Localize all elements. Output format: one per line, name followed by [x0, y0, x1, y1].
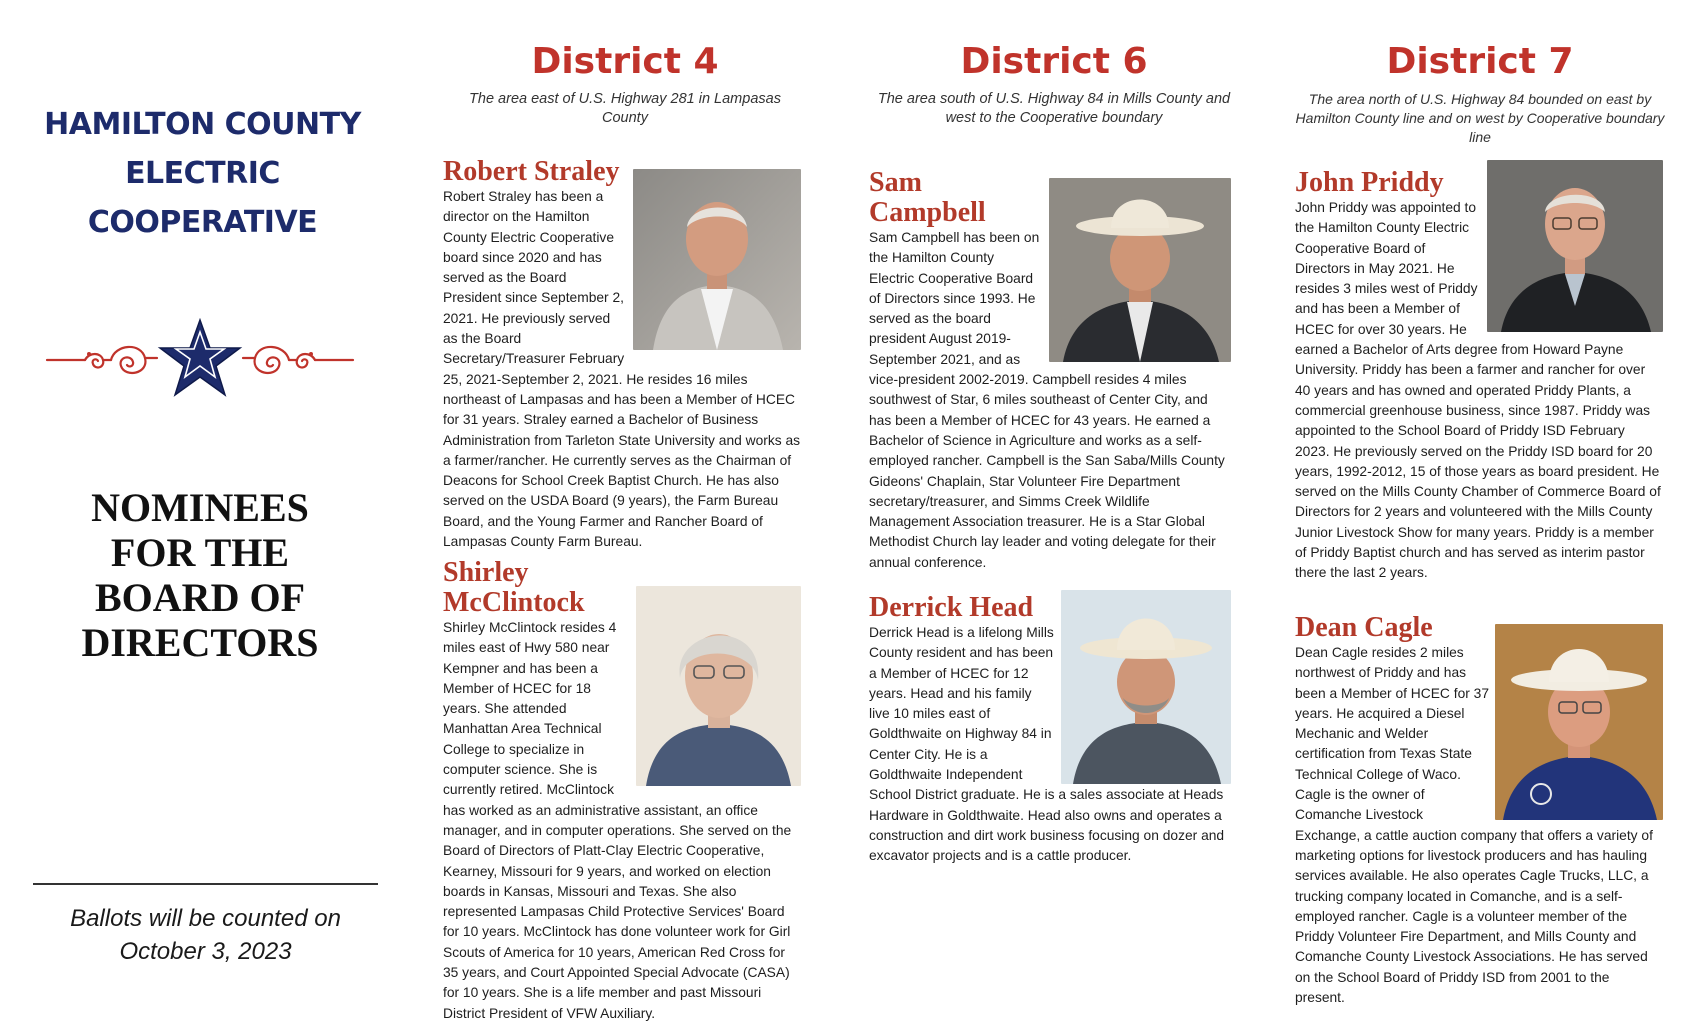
nominee-name: Dean Cagle — [1295, 612, 1433, 643]
nominee-name: John Priddy — [1295, 167, 1444, 198]
nominees-heading-line2: FOR THE — [110, 530, 290, 575]
john-priddy-photo — [1487, 160, 1663, 332]
nominee-name: Shirley McClintock — [443, 557, 585, 618]
ballot-note-line1: Ballots will be counted on — [70, 905, 341, 932]
nominees-heading-line1: NOMINEES — [91, 485, 309, 530]
nominees-heading-line3: BOARD OF — [95, 575, 305, 620]
district-4-title: District 4 — [531, 41, 719, 82]
cover-panel — [0, 0, 400, 1026]
nominee-shirley-mcclintock — [443, 558, 801, 1024]
district-7-header — [1295, 40, 1665, 147]
nominee-robert-straley — [443, 157, 801, 552]
nominee-name: Derrick Head — [869, 592, 1034, 623]
nominee-dean-cagle — [1295, 613, 1663, 1008]
divider-line — [33, 883, 378, 885]
district-6-description: The area south of U.S. Highway 84 in Mills County and west to the Cooperative boundary — [877, 91, 1231, 126]
robert-straley-photo — [633, 169, 801, 350]
nominee-name: Robert Straley — [443, 156, 620, 187]
derrick-head-photo — [1061, 590, 1231, 784]
district-7-description: The area north of U.S. Highway 84 bounded on east by Hamilton County line and on west by Cooperative boundary line — [1295, 91, 1665, 145]
sam-campbell-photo — [1049, 178, 1231, 362]
star-scroll-ornament-icon — [45, 318, 355, 398]
district-6-header — [868, 40, 1240, 128]
cooperative-name-line1: HAMILTON COUNTY — [44, 107, 361, 142]
nominee-bio: John Priddy was appointed to the Hamilton County Electric Cooperative Board of Directors in May 2021. He resides 3 miles west of Priddy and has been a Member of HCEC for over 30 years. He earned a Bachelor of Arts degree from Howard Payne University. Priddy has been a farmer and rancher for over 40 years and has owned and operated Priddy Plants, a commercial greenhouse business, since 1987. Priddy was appointed to the School Board of Priddy ISD February 2023. He previously served on the Priddy ISD board for 20 years, 1992-2012, 15 of those years as board president. He served on the Mills County Chamber of Commerce Board of Directors for 2 years and volunteered with the Mills County Junior Livestock Show for many years. Priddy is a member of Priddy Baptist church and has served as interim pastor there the last 2 years. — [1295, 200, 1661, 581]
nominees-heading-line4: DIRECTORS — [81, 620, 319, 665]
district-6-title: District 6 — [960, 41, 1148, 82]
cooperative-name — [20, 100, 385, 247]
nominee-bio: Sam Campbell has been on the Hamilton County Electric Cooperative Board of Directors since 1993. He served as the board president August 2019-September 2021, and as vice-president 2002-2019. Campbell resides 4 miles southwest of Star, 6 miles southeast of Center City, and has been a Member of HCEC for 43 years. He earned a Bachelor of Science in Agriculture and works as a self-employed rancher. Campbell is the San Saba/Mills County Gideons' Chaplain, Star Volunteer Fire Department secretary/treasurer, and Simms Creek Wildlife Management Association treasurer. He is a Star Global Methodist Church lay leader and voting delegate for their annual conference. — [869, 230, 1225, 570]
nominee-bio: Shirley McClintock resides 4 miles east of Hwy 580 near Kempner and has been a Member of HCEC for 18 years. She attended Manhattan Area Technical College to specialize in computer science. She is currently retired. McClintock has worked as an administrative assistant, an office manager, and in computer operations. She served on the Board of Directors of Platt-Clay Electric Cooperative, Kearney, Missouri for 9 years, and worked on election boards in Kansas, Missouri and Texas. She also represented Lampasas Child Protective Services' Board for 10 years. McClintock has done volunteer work for Girl Scouts of America for 10 years, American Red Cross for 35 years, and Court Appointed Special Advocate (CASA) for 10 years. She is a life member and past Missouri District President of VFW Auxiliary. — [443, 620, 792, 1021]
nominee-sam-campbell — [869, 168, 1231, 573]
ballot-note-line2: October 3, 2023 — [119, 938, 292, 965]
dean-cagle-photo — [1495, 624, 1663, 820]
nominees-heading — [40, 485, 360, 665]
district-7-title: District 7 — [1386, 41, 1574, 82]
district-4-header — [435, 40, 815, 128]
nominee-derrick-head — [869, 593, 1231, 867]
district-4-description: The area east of U.S. Highway 281 in Lampasas County — [469, 91, 781, 126]
ballot-count-note — [33, 902, 378, 968]
nominee-bio: Derrick Head is a lifelong Mills County resident and has been a Member of HCEC for 12 years. Head and his family live 10 miles east of Goldthwaite on Highway 84 in Center City. He is a Goldthwaite Independent School District graduate. He is a sales associate at Heads Hardware in Goldthwaite. Head also owns and operates a construction and dirt work business focusing on dozer and excavator projects and is a cattle producer. — [869, 625, 1225, 864]
nominee-john-priddy — [1295, 168, 1663, 584]
cooperative-name-line2: ELECTRIC COOPERATIVE — [87, 156, 318, 240]
shirley-mcclintock-photo — [636, 586, 801, 786]
nominee-bio: Dean Cagle resides 2 miles northwest of Priddy and has been a Member of HCEC for 37 years. He acquired a Diesel Mechanic and Welder certification from Texas State Technical College of Waco. Cagle is the owner of Comanche Livestock Exchange, a cattle auction company that offers a variety of marketing options for livestock producers and has hauling services available. He also operates Cagle Trucks, LLC, a trucking company located in Comanche, and is a self-employed rancher. Cagle is a volunteer member of the Priddy Volunteer Fire Department, and Mills County and Comanche County Livestock Associations. He has served on the School Board of Priddy ISD from 2001 to the present. — [1295, 645, 1653, 1006]
nominee-name: Sam Campbell — [869, 167, 986, 228]
nominee-bio: Robert Straley has been a director on the Hamilton County Electric Cooperative board since 2020 and has served as the Board President since September 2, 2021. He previously served as the Board Secretary/Treasurer February 25, 2021-September 2, 2021. He resides 16 miles northeast of Lampasas and has been a Member of HCEC for 31 years. Straley earned a Bachelor of Business Administration from Tarleton State University and works as a farmer/rancher. He currently serves as the Chairman of Deacons for School Creek Baptist Church. He has also served on the USDA Board (9 years), the Farm Bureau Board, and the Young Farmer and Rancher Board of Lampasas County Farm Bureau. — [443, 189, 801, 550]
